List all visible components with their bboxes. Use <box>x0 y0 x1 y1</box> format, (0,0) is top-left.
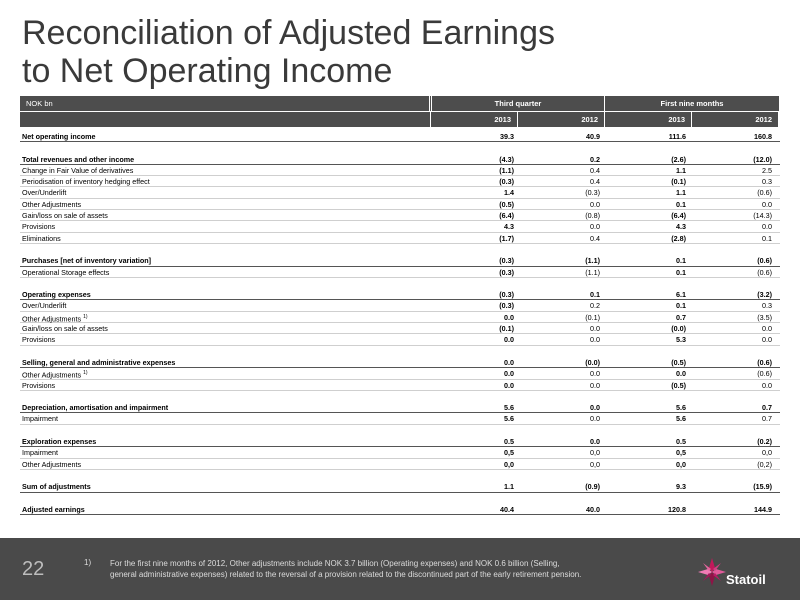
row-label-text: Provisions <box>22 380 56 390</box>
table-row <box>20 459 780 470</box>
row-label <box>20 436 430 446</box>
row-label-text: Depreciation, amortisation and impairment <box>22 403 169 413</box>
row-value: (1.1) <box>585 267 600 277</box>
row-value: 0.0 <box>762 335 772 345</box>
row-value: 0.1 <box>762 233 772 243</box>
table-spacer <box>20 470 780 481</box>
row-value: 40.9 <box>586 132 600 141</box>
row-value: (0.5) <box>671 380 686 390</box>
row-value: (6.4) <box>671 211 686 221</box>
title-line-2: to Net Operating Income <box>22 52 393 90</box>
row-value: 4.3 <box>504 222 514 232</box>
row-value: 0.1 <box>676 199 686 209</box>
row-label-text: Total revenues and other income <box>22 154 135 164</box>
row-label-text: Other Adjustments <box>22 370 82 380</box>
row-value: (1.7) <box>499 233 514 243</box>
row-value: 6.1 <box>676 290 686 300</box>
row-value: (0.8) <box>585 211 600 221</box>
row-value: 111.6 <box>668 132 686 141</box>
table-spacer <box>20 142 780 153</box>
row-label <box>20 380 430 390</box>
row-value: 0.7 <box>676 312 686 322</box>
row-label <box>20 154 430 164</box>
row-value: 0.7 <box>762 403 772 413</box>
header-third-quarter: Third quarter <box>432 96 604 111</box>
table-row <box>20 199 780 210</box>
row-label-text: Provisions <box>22 222 56 232</box>
row-value: (0.3) <box>499 290 514 300</box>
row-value: 0,0 <box>590 448 600 458</box>
row-value: 0.0 <box>590 437 600 447</box>
table-row <box>20 300 780 311</box>
row-label <box>20 210 430 220</box>
row-value: 0.0 <box>590 369 600 379</box>
row-value: 144.9 <box>754 504 772 514</box>
row-label-text: Eliminations <box>22 233 61 243</box>
row-value: (0.1) <box>585 312 600 322</box>
row-value: 0.0 <box>590 403 600 413</box>
row-label-text: Over/Underlift <box>22 188 67 198</box>
row-value: 0.0 <box>590 335 600 345</box>
page-title <box>22 14 762 90</box>
row-value: 0.0 <box>762 222 772 232</box>
row-value: 0.0 <box>590 380 600 390</box>
row-value: (0.6) <box>757 256 772 266</box>
row-value: 0.0 <box>590 199 600 209</box>
row-label-text: Net operating income <box>22 132 96 141</box>
row-value: (0.6) <box>757 188 772 198</box>
title-line-1: Reconciliation of Adjusted Earnings <box>22 14 555 52</box>
row-value: (0.0) <box>671 324 686 334</box>
row-value: 0,0 <box>590 459 600 469</box>
row-value: (0.5) <box>671 357 686 367</box>
row-value: 0.0 <box>762 199 772 209</box>
row-label-text: Impairment <box>22 414 58 424</box>
logo-text: Statoil <box>726 572 766 587</box>
row-label <box>20 312 430 322</box>
row-label <box>20 199 430 209</box>
table-row <box>20 210 780 221</box>
table-row <box>20 187 780 198</box>
table-row <box>20 334 780 345</box>
row-value: 0.0 <box>590 222 600 232</box>
table-row <box>20 176 780 187</box>
row-value: 0.0 <box>590 324 600 334</box>
table-row <box>20 221 780 232</box>
row-label-text: Over/Underlift <box>22 301 67 311</box>
row-label <box>20 233 430 243</box>
table-row <box>20 368 780 379</box>
row-value: (3.5) <box>757 312 772 322</box>
row-label <box>20 187 430 197</box>
row-value: (0.2) <box>757 437 772 447</box>
row-value: 0.4 <box>590 177 600 187</box>
table-spacer <box>20 244 780 255</box>
row-value: (2.8) <box>671 233 686 243</box>
row-value: 0.3 <box>762 177 772 187</box>
table-row <box>20 447 780 458</box>
row-value: 5.6 <box>504 414 514 424</box>
row-value: 0,0 <box>504 459 514 469</box>
row-value: 39.3 <box>500 132 514 141</box>
table-spacer <box>20 278 780 289</box>
row-label <box>20 255 430 265</box>
row-label-text: Change in Fair Value of derivatives <box>22 165 134 175</box>
table-section-row <box>20 504 780 515</box>
table-header <box>20 96 780 128</box>
row-label <box>20 323 430 333</box>
row-value: 2.5 <box>762 165 772 175</box>
row-value: 5.3 <box>676 335 686 345</box>
row-value: 4.3 <box>676 222 686 232</box>
row-label <box>20 368 430 378</box>
row-value: 0.4 <box>590 165 600 175</box>
row-label <box>20 357 430 367</box>
row-label <box>20 165 430 175</box>
header-9m-2012: 2012 <box>692 112 778 127</box>
header-q-2012: 2012 <box>518 112 604 127</box>
header-9m-2013: 2013 <box>605 112 691 127</box>
row-value: 0,5 <box>504 448 514 458</box>
row-value: 0.3 <box>762 301 772 311</box>
table-row <box>20 380 780 391</box>
row-label-text: Impairment <box>22 448 58 458</box>
row-value: (0.1) <box>671 177 686 187</box>
row-value: 1.4 <box>504 188 514 198</box>
row-value: 5.6 <box>504 403 514 413</box>
row-label <box>20 481 430 491</box>
row-label <box>20 289 430 299</box>
row-value: 0,0 <box>762 448 772 458</box>
row-value: (0.0) <box>585 357 600 367</box>
row-value: (3.2) <box>757 290 772 300</box>
row-label-text: Sum of adjustments <box>22 482 91 492</box>
page-number: 22 <box>22 558 45 580</box>
row-value: 0.4 <box>590 233 600 243</box>
row-value: 0.0 <box>762 324 772 334</box>
row-label-text: Adjusted earnings <box>22 504 85 514</box>
row-value: (0.9) <box>585 482 600 492</box>
row-value: (4.3) <box>499 154 514 164</box>
row-value: 5.6 <box>676 403 686 413</box>
table-section-row <box>20 481 780 492</box>
footer-bar <box>0 538 800 600</box>
row-value: 5.6 <box>676 414 686 424</box>
row-value: (0.6) <box>757 267 772 277</box>
row-value: 0,0 <box>676 459 686 469</box>
row-value: 40.0 <box>586 504 600 514</box>
row-label <box>20 176 430 186</box>
table-section-row <box>20 402 780 413</box>
row-value: (0.6) <box>757 369 772 379</box>
reconciliation-table <box>20 131 780 515</box>
footnote-line-1: For the first nine months of 2012, Other adjustments include NOK 3.7 billion (Operating expenses) and NOK 0.6 billion (Selling, <box>110 559 560 568</box>
row-value: (12.0) <box>753 154 772 164</box>
table-section-row <box>20 154 780 165</box>
footnote <box>110 558 630 580</box>
row-value: (14.3) <box>753 211 772 221</box>
row-value: (0.3) <box>585 188 600 198</box>
row-value: 0.5 <box>504 437 514 447</box>
row-label-text: Periodisation of inventory hedging effect <box>22 177 150 187</box>
footnote-line-2: general administrative expenses) related to the reversal of a provision related to the discontinued part of the early retirement pension. <box>110 570 582 579</box>
row-label <box>20 447 430 457</box>
table-row <box>20 413 780 424</box>
row-label-text: Purchases [net of inventory variation] <box>22 256 152 266</box>
unit-label: NOK bn <box>20 96 429 111</box>
row-value: (1.1) <box>499 165 514 175</box>
row-label <box>20 459 430 469</box>
row-value: (0.1) <box>499 324 514 334</box>
table-section-row <box>20 255 780 266</box>
row-label <box>20 131 430 141</box>
header-blank <box>20 112 430 127</box>
row-value: 1.1 <box>504 482 514 492</box>
header-gap <box>430 96 431 111</box>
row-label <box>20 413 430 423</box>
row-label-text: Gain/loss on sale of assets <box>22 324 108 334</box>
row-value: 0,5 <box>676 448 686 458</box>
row-value: 0.1 <box>676 256 686 266</box>
row-value: 120.8 <box>668 504 686 514</box>
row-label-text: Provisions <box>22 335 56 345</box>
row-value: 1.1 <box>676 165 686 175</box>
table-row <box>20 233 780 244</box>
row-value: 0.0 <box>504 357 514 367</box>
row-value: 0.0 <box>504 369 514 379</box>
row-value: 0.5 <box>676 437 686 447</box>
row-value: (15.9) <box>753 482 772 492</box>
row-value: 0.2 <box>590 301 600 311</box>
row-value: 0.0 <box>504 335 514 345</box>
row-label-text: Other Adjustments <box>22 314 82 324</box>
row-value: 0.7 <box>762 414 772 424</box>
table-row <box>20 323 780 334</box>
table-section-row <box>20 357 780 368</box>
row-value: 0.2 <box>590 154 600 164</box>
row-value: 0.0 <box>504 380 514 390</box>
row-value: (2.6) <box>671 154 686 164</box>
row-label-text: Gain/loss on sale of assets <box>22 211 108 221</box>
row-label-text: Operating expenses <box>22 290 91 300</box>
row-label <box>20 402 430 412</box>
row-value: (0.3) <box>499 301 514 311</box>
row-value: (0.3) <box>499 267 514 277</box>
row-value: (1.1) <box>585 256 600 266</box>
row-value: 0.0 <box>762 380 772 390</box>
row-value: 0.0 <box>590 414 600 424</box>
row-value: 0.1 <box>676 267 686 277</box>
row-value: 0.1 <box>676 301 686 311</box>
row-label-text: Exploration expenses <box>22 437 97 447</box>
row-value: (6.4) <box>499 211 514 221</box>
row-label-text: Other Adjustments <box>22 199 82 209</box>
row-label <box>20 300 430 310</box>
row-value: 160.8 <box>754 132 772 141</box>
row-value: 0.1 <box>590 290 600 300</box>
row-value: (0.3) <box>499 177 514 187</box>
table-section-row <box>20 289 780 300</box>
row-label-text: Selling, general and administrative expenses <box>22 357 176 367</box>
footnote-marker: 1) <box>84 558 92 567</box>
header-first-nine-months: First nine months <box>605 96 779 111</box>
footnote-reference: 1) <box>83 313 88 320</box>
table-spacer <box>20 493 780 504</box>
table-row <box>20 267 780 278</box>
row-label <box>20 221 430 231</box>
row-label-text: Operational Storage effects <box>22 267 110 277</box>
table-section-row <box>20 436 780 447</box>
row-value: 1.1 <box>676 188 686 198</box>
row-value: (0,2) <box>757 459 772 469</box>
table-section-row <box>20 131 780 142</box>
header-q-2013: 2013 <box>431 112 517 127</box>
row-label-text: Other Adjustments <box>22 459 82 469</box>
row-value: 9.3 <box>676 482 686 492</box>
table-spacer <box>20 391 780 402</box>
row-value: (0.3) <box>499 256 514 266</box>
row-value: 0.0 <box>504 312 514 322</box>
row-label <box>20 334 430 344</box>
footnote-reference: 1) <box>83 370 88 377</box>
row-value: (0.5) <box>499 199 514 209</box>
row-value: (0.6) <box>757 357 772 367</box>
table-spacer <box>20 425 780 436</box>
table-spacer <box>20 346 780 357</box>
row-label <box>20 504 430 514</box>
table-row <box>20 165 780 176</box>
row-value: 0.0 <box>676 369 686 379</box>
table-row <box>20 312 780 323</box>
row-value: 40.4 <box>500 504 514 514</box>
row-label <box>20 267 430 277</box>
